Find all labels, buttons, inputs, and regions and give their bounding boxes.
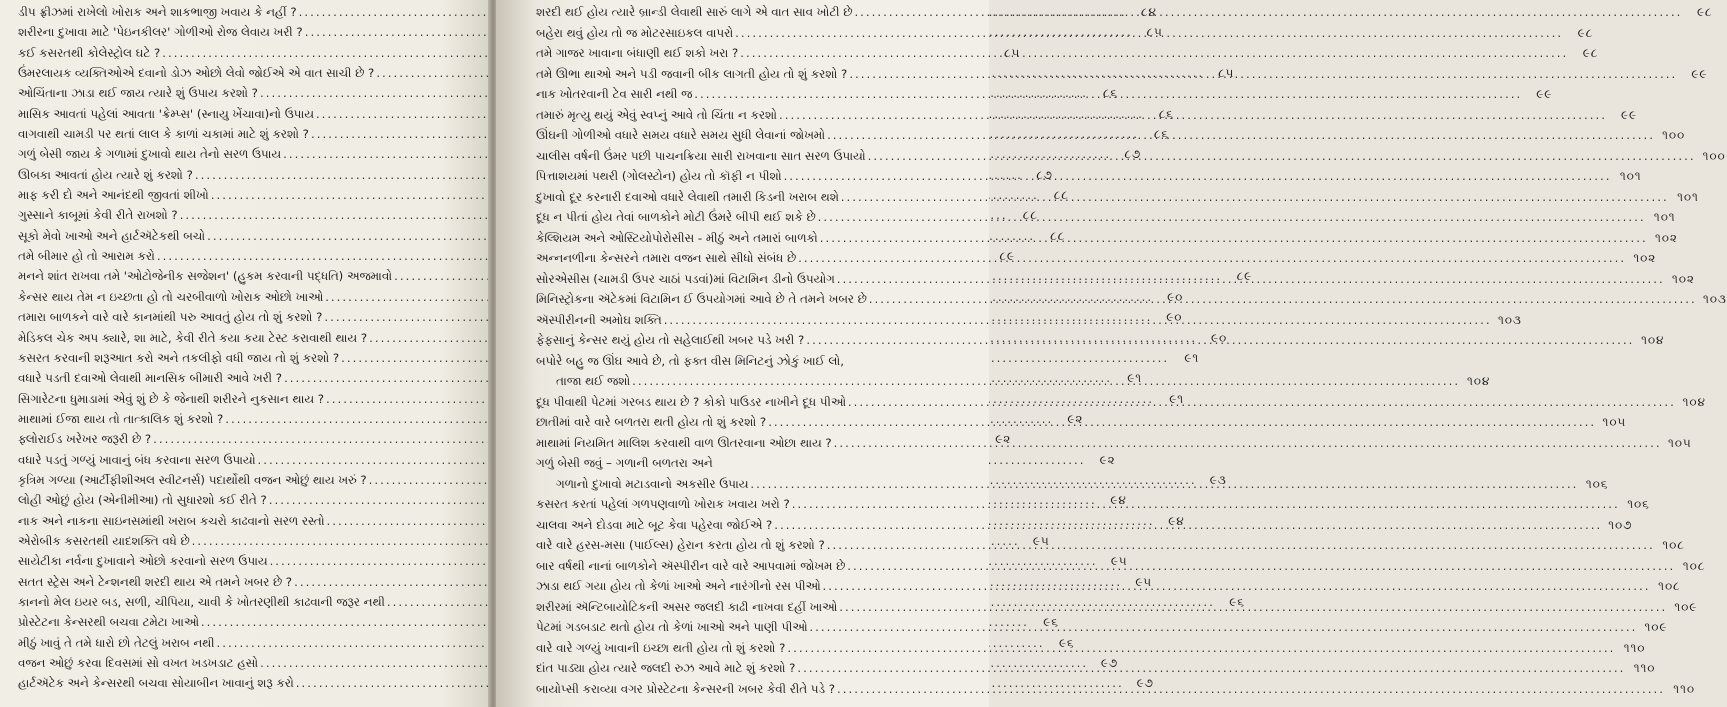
toc-leader-dots (632, 371, 1460, 392)
toc-entry-page-number: ૧૦૬ (1627, 497, 1650, 511)
toc-entry-page-number: ૯૭ (1136, 676, 1154, 691)
toc-entry-page-number: ૮૬ (1102, 86, 1118, 101)
toc-entry-page-number: ૯૨ (1067, 411, 1084, 426)
toc-entry-page-number: ૧૦૯ (1674, 599, 1698, 614)
toc-leader-dots (806, 330, 1634, 351)
toc-entry-page-number: ૯૫ (1110, 554, 1128, 569)
toc-entry-title: નાક ખોતરવાની ટેવ સારી નથી જ (536, 87, 693, 101)
toc-leader-dots (818, 207, 1646, 228)
toc-entry-page-number: ૯૯ (1621, 107, 1637, 122)
toc-entry-page-number: ૯૪ (1110, 493, 1127, 508)
toc-entry-title: ઉંમરલાયક વ્યક્તિઓએ દવાનો ડોઝ ઓછો લેવો જોઈએ એ વાત સાચી છે ? (18, 66, 375, 81)
toc-entry-page-number: ૧૦૮ (1662, 538, 1685, 552)
toc-entry-title: બહેરા થવું હોય તો જ મોટરસાઇકલ વાપરો (536, 25, 734, 40)
toc-entry-title: લોહી ઓછું હોય (એનીમીઆ) તો સુધારશો કઈ રીતે ? (18, 493, 267, 508)
toc-entry-title: તમે ગાજર ખાવાના બંધાણી થઈ શકો ખરા ? (536, 46, 739, 60)
toc-entry-title: બાયોપ્સી કરાવ્યા વગર પ્રોસ્ટેટના કેન્સરની ખબર કેવી રીતે પડે ? (536, 681, 835, 696)
toc-entry-title: માથામાં નિયમિત માલિશ કરવાથી વાળ ઊતરવાના ઓછા થાય ? (536, 435, 832, 450)
toc-entry-title: માફ કરી દો અને આનંદથી જીવતાં શીખો (18, 188, 209, 203)
toc-entry-title: માથામાં ઈજા થાય તો તાત્કાલિક શું કરશો ? (18, 411, 224, 426)
toc-entry-page-number: ૯૬ (1058, 635, 1075, 650)
toc-entry-title: કેલ્શિયમ અને ઓસ્ટિયોપોરોસીસ - મીઠું અને તમારાં બાળકો (536, 230, 818, 245)
toc-entry-page-number: ૯૯ (1691, 66, 1708, 81)
toc-entry-title: તાજા થઈ જશો (556, 374, 631, 388)
toc-entry-title: મેડિકલ ચેક અપ ક્યારે, શા માટે, કેવી રીતે કયા કયા ટેસ્ટ કરાવાથી થાય ? (18, 330, 368, 345)
toc-entry-page-number: ૯૧ (1184, 350, 1200, 365)
toc-entry-title: કૃત્રિમ ગળ્યા (આર્ટીફીશીઅલ સ્વીટનર્સ) પદાર્થોથી વજન ઓછું થાય ખરું ? (18, 472, 367, 487)
toc-entry-page-number: ૧૧૦ (1623, 640, 1646, 655)
toc-entry-title: કઈ કસરતથી કોલેસ્ટ્રોલ ઘટે ? (18, 45, 161, 60)
toc-entry-page-number: ૧૧૦ (1673, 681, 1695, 696)
toc-entry-title: ચાલીસ વર્ષની ઉંમર પછી પાચનક્રિયા સારી રાખવાના સાત સરળ ઉપાયો (536, 148, 866, 163)
toc-entry-title: ઊબકા આવતાં હોય ત્યારે શું કરશો ? (18, 167, 193, 182)
toc-entry-page-number: ૮૫ (1146, 25, 1163, 40)
toc-entry-title: એરોબીક કસરતથી યાદશક્તિ વધે છે (18, 533, 190, 548)
toc-entry-title: શરીરમાં ઍન્ટિબાયોટિકની અસર જલદી કાઢી નાખવા દહીં ખાઓ (536, 599, 838, 614)
toc-entry-title: હાર્ટઍટેક અને કેન્સરથી બચવા સોયાબીન ખાવાનું શરૂ કરો (18, 676, 294, 691)
toc-entry-page-number: ૧૦૩ (1703, 292, 1727, 306)
toc-entry-page-number: ૯૦ (1166, 310, 1183, 325)
toc-leader-dots (798, 248, 1626, 269)
toc-entry-title: સોરએસીસ (ચામડી ઉપર ચાઠાં પડવાં)માં વિટામિન ડીનો ઉપયોગ (536, 271, 835, 286)
toc-entry-page-number: ૮૯ (1236, 269, 1253, 284)
toc-leader-dots (768, 412, 1596, 433)
toc-leader-dots (820, 228, 1648, 249)
toc-entry-title: ગળું બેસી જાય કે ગળામાં દુખાવો થાય તેનો સરળ ઉપાય (18, 147, 282, 162)
toc-entry-title: દાંત પાડ્યા હોય ત્યારે જલદી રુઝ આવે માટે શું કરશો ? (536, 661, 796, 675)
toc-leader-dots (774, 515, 1602, 536)
toc-entry-page-number: ૮૯ (999, 249, 1015, 264)
toc-entry-title: તમે બીમાર હો તો આરામ કરો (18, 249, 155, 264)
toc-entry-title: શરદી થઈ હોય ત્યારે બ્રાન્ડી લેવાથી સારું લાગે એ વાત સાવ ખોટી છે (536, 5, 853, 19)
toc-leader-dots (847, 556, 1675, 577)
toc-entry-title: બાર વર્ષથી નાનાં બાળકોને ઍસ્પીરીન વારે વારે આપવામાં જોખમ છે (536, 558, 846, 573)
toc-entry-page-number: ૯૧ (1127, 371, 1143, 386)
toc-entry-page-number: ૧૦૧ (1653, 210, 1676, 224)
toc-leader-dots (854, 2, 1682, 23)
toc-entry-page-number: ૧૦૨ (1633, 251, 1657, 265)
toc-entry-title: અન્નનળીના કેન્સરને તમારા વજન સાથે સીધો સંબંધ છે (536, 251, 797, 265)
toc-leader-dots (827, 125, 1655, 146)
toc-leader-dots (823, 576, 1651, 597)
toc-entry-title: સતત સ્ટ્રેસ અને ટેન્શનથી શરદી થાય એ તમને ખબર છે ? (18, 574, 293, 589)
toc-entry-page-number: ૧૦૪ (1641, 333, 1665, 347)
toc-entry-page-number: ૮૬ (1158, 106, 1174, 121)
toc-entry-title: મિનિસ્ટ્રોકના ઍટેકમાં વિટામિન ઈ ઉપયોગમાં આવે છે તે તમને ખબર છે (536, 292, 867, 306)
toc-leader-dots (664, 310, 1492, 331)
toc-entry-page-number: ૮૮ (1053, 188, 1069, 203)
toc-entry-page-number: ૧૧૦ (1633, 661, 1656, 675)
toc-entry-title: વાગવાથી ચામડી પર થતાં લાલ કે કાળાં ચકામાં માટે શું કરશો ? (18, 127, 309, 142)
toc-entry-page-number: ૮૮ (1022, 208, 1038, 223)
toc-entry-title: માસિક આવતાં પહેલાં આવતા 'ક્રેમ્પ્સ' (સ્નાયુ ખેંચાવા)નો ઉપાય (18, 106, 314, 121)
toc-leader-dots (841, 187, 1669, 208)
toc-entry-title: મનને શાંત રાખવા તમે 'ઓટોજેનીક સજેશન' (હુકમ કરવાની પદ્ધતિ) અજમાવો (18, 269, 393, 284)
toc-entry-page-number: ૮૭ (1124, 147, 1142, 162)
toc-entry-page-number: ૧૦૪ (1466, 374, 1491, 388)
toc-entry-title: ઝાડા થઈ ગયા હોય તો કેળાં ખાઓ અને નારંગીનો રસ પીઓ (536, 579, 821, 593)
toc-entry-title: ફેફસાનું કેન્સર થયું હોય તો સહેલાઈથી ખબર પડે ખરી ? (536, 333, 805, 347)
toc-entry-page-number: ૧૦૪ (1682, 394, 1706, 409)
toc-entry-page-number: ૧૦૨ (1671, 271, 1695, 286)
toc-leader-dots (837, 679, 1665, 700)
toc-entry-page-number: ૮૫ (1004, 45, 1021, 60)
toc-leader-dots (787, 638, 1615, 659)
toc-leader-dots (868, 146, 1696, 167)
toc-entry-page-number: ૧૦૫ (1668, 435, 1692, 450)
toc-entry-title: બપોરે બહુ જ ઊંઘ આવે છે, તો ફક્ત વીસ મિનિટનું ઝોકું ખાઈ લો, (536, 353, 844, 368)
toc-entry-title: વધારે પડતી દવાઓ લેવાથી માનસિક બીમારી આવે ખરી ? (18, 371, 283, 386)
toc-entry-page-number: ૧૦૩ (1497, 312, 1522, 327)
toc-entry-page-number: ૮૭ (1036, 167, 1053, 182)
toc-entry-title: ગળું બેસી જવું – ગળાની બળતરા અને (536, 456, 713, 470)
toc-entry-title: વારે વારે હરસ-મસા (પાઈલ્સ) હેરાન કરતા હોય તો શું કરશો ? (536, 538, 825, 552)
toc-entry-title: વજન ઓછું કરવા દિવસમાં સો વખત ખડખડાટ હસો (18, 656, 259, 670)
toc-entry-title: સૂકો મેવો ખાઓ અને હાર્ટઍટેકથી બચો (18, 228, 206, 243)
toc-entry-title: વધારે પડતું ગળ્યું ખાવાનું બંધ કરવાના સરળ ઉપાયો (18, 452, 256, 467)
toc-entry-title: વારે વારે ગળ્યું ખાવાની ઇચ્છા થતી હોય તો શું કરશો ? (536, 640, 786, 655)
toc-entry-title: કાનનો મેલ ઇયર બડ, સળી, ચીપિયા, ચાવી કે ખોતરણીથી કાઢવાની જરૂર નથી (18, 594, 385, 609)
toc-entry (536, 351, 971, 372)
toc-leader-dots (848, 392, 1676, 413)
toc-entry-title: શરીરના દુખાવા માટે 'પેઇનકીલર' ગોળીઓ રોજ લેવાય ખરી ? (18, 25, 303, 40)
toc-entry-page-number: ૯૪ (1168, 513, 1185, 528)
toc-entry-page-number: ૯૬ (1043, 615, 1059, 630)
toc-entry-title: દૂધ પીવાથી પેટમાં ગરબડ થાય છે ? કોકો પાઉડર નાખીને દૂધ પીઓ (536, 394, 846, 409)
toc-entry-title: ગુસ્સાને કાબૂમાં કેવી રીતે રાખશો ? (18, 208, 178, 223)
toc-entry-page-number: ૧૦૯ (1644, 620, 1668, 634)
toc-entry-title: ઊંઘની ગોળીઓ વધારે સમય વધારે સમય સુધી લેવાનાં જોખમો (536, 128, 826, 142)
toc-entry-page-number: ૧૦૫ (1602, 415, 1627, 429)
toc-entry-title: મીઠું ખાવું તે તમે ધારો છો તેટલું ખરાબ નથી (18, 635, 215, 650)
toc-leader-dots (740, 43, 1568, 64)
toc-entry-title: ચાલવા અને દોડવા માટે બૂટ કેવા પહેરવા જોઈએ ? (536, 517, 773, 532)
toc-entry-page-number: ૯૦ (1167, 289, 1184, 304)
toc-entry-title: ઓચિંતાના ઝાડા થઈ જાય ત્યારે શું ઉપાય કરશો ? (18, 86, 258, 101)
toc-leader-dots (694, 84, 1522, 105)
toc-entry-page-number: ૧૦૦ (1662, 128, 1686, 142)
toc-entry-page-number: ૯૮ (1696, 5, 1713, 19)
toc-entry-title: તમે ઊભા થાઓ અને પડી જવાની બીક લાગતી હોય તો શું કરશો ? (536, 66, 848, 81)
toc-entry-page-number: ૮૫ (1218, 66, 1235, 81)
toc-entry-page-number: ૧૦૮ (1658, 579, 1681, 593)
toc-entry-title: ઍસ્પીરીનની અમોઘ શક્તિ (536, 312, 662, 327)
toc-leader-dots (792, 494, 1620, 515)
toc-entry-page-number: ૮૪ (1140, 5, 1157, 19)
toc-entry-title: કસરત કરતાં પહેલાં ગળપણવાળો ખોરાક ખવાય ખરો ? (536, 497, 790, 511)
toc-entry-title: તમારું મૃત્યુ થયું એવું સ્વપ્નું આવે તો ચિંતા ન કરશો (536, 107, 777, 122)
toc-entry-page-number: ૯૦ (1211, 330, 1228, 345)
toc-leader-dots (735, 23, 1563, 44)
toc-leader-dots (779, 105, 1607, 126)
toc-entry-page-number: ૯૮ (1582, 46, 1599, 60)
toc-leader-dots (849, 64, 1677, 85)
toc-entry-title: પિત્તાશયમાં પથરી (ગોલસ્ટોન) હોય તો કૉફી ન પીશો (536, 169, 782, 183)
toc-leader-dots (797, 658, 1625, 679)
toc-entry-page-number: ૧૦૨ (1654, 230, 1678, 245)
toc-leader-dots (837, 269, 1665, 290)
toc-entry-page-number: ૧૦૧ (1677, 189, 1699, 204)
toc-entry-page-number: ૯૨ (995, 432, 1012, 447)
toc-entry-title: કસરત કરવાની શરૂઆત કરો અને તકલીફો વધી જાય તો શું કરશો ? (18, 350, 340, 365)
toc-entry-page-number: ૮૮ (1050, 228, 1066, 243)
toc-entry-title: ફ્લોરાઈડ ખરેખર જરૂરી છે ? (18, 432, 152, 447)
toc-leader-dots (809, 617, 1637, 638)
toc-entry-page-number: ૧૦૮ (1682, 558, 1706, 573)
toc-entry-page-number: ૯૫ (1135, 574, 1153, 589)
toc-entry-title: ગળાનો દુખાવો મટાડવાનો અકસીર ઉપાય (556, 476, 749, 491)
toc-entry-title: સાયેટીકા નર્વના દુખાવાને ઓછો કરવાનો સરળ ઉપાય (18, 554, 268, 569)
toc-entry-title: પ્રોસ્ટેટના કેન્સરથી બચવા ટમેટા ખાઓ (18, 615, 199, 630)
toc-entry-page-number: ૯૩ (1209, 472, 1227, 487)
toc-entry-page-number: ૯૨ (1099, 452, 1116, 467)
toc-entry-title: કેન્સર થાય તેમ ન ઇચ્છતા હો તો ચરબીવાળો ખોરાક ઓછો ખાઓ (18, 289, 324, 304)
toc-entry-title: ડીપ ફ્રીઝમાં રાખેલો ખોરાક અને શાકભાજી ખવાય કે નહીં ? (18, 5, 297, 19)
toc-leader-dots (750, 474, 1578, 495)
toc-entry-page-number: ૯૯ (1536, 87, 1553, 101)
toc-entry-title: તમારા બાળકને વારે વારે કાનમાંથી પરુ આવતું હોય તો શું કરશો ? (18, 310, 323, 325)
toc-entry-page-number: ૯૫ (1032, 533, 1050, 548)
toc-entry-title: નાક અને નાકના સાઇનસમાંથી ખરાબ કચરો કાઢવાનો સરળ રસ્તો (18, 513, 325, 528)
toc-entry-page-number: ૮૬ (1153, 127, 1169, 142)
toc-leader-dots (784, 166, 1612, 187)
toc-leader-dots (869, 289, 1697, 310)
toc-entry-page-number: ૧૦૬ (1585, 476, 1609, 491)
toc-leader-dots (834, 433, 1662, 454)
toc-entry-page-number: ૯૭ (1100, 656, 1119, 670)
toc-entry-title: પેટમાં ગડબડાટ થતો હોય તો કેળાં ખાઓ અને પાણી પીઓ (536, 620, 808, 634)
toc-entry-title: દૂધ ન પીતાં હોય તેવાં બાળકોને મોટી ઉંમરે બીપી થઈ શકે છે (536, 210, 816, 224)
toc-entry-page-number: ૧૦૧ (1619, 169, 1642, 183)
toc-leader-dots (827, 535, 1655, 556)
toc-entry-page-number: ૯૮ (1577, 25, 1594, 40)
toc-entry (536, 453, 971, 474)
toc-entry-page-number: ૧૦૭ (1608, 517, 1633, 532)
toc-entry-title: દુખાવો દૂર કરનારી દવાઓ વધારે લેવાથી તમારી કિડની ખરાબ થશે (536, 189, 839, 204)
toc-leader-dots (839, 597, 1667, 618)
toc-entry-title: છાતીમાં વારે વારે બળતરા થતી હોય તો શું કરશો ? (536, 415, 767, 429)
toc-entry-page-number: ૯૧ (1169, 391, 1185, 406)
toc-entry-page-number: ૧૦૦ (1702, 148, 1726, 163)
toc-entry-title: સિગારેટના ધુમાડામાં એવું શું છે કે જેનાથી શરીરને નુકસાન થાય ? (18, 391, 325, 406)
toc-entry-page-number: ૯૬ (1229, 594, 1245, 609)
